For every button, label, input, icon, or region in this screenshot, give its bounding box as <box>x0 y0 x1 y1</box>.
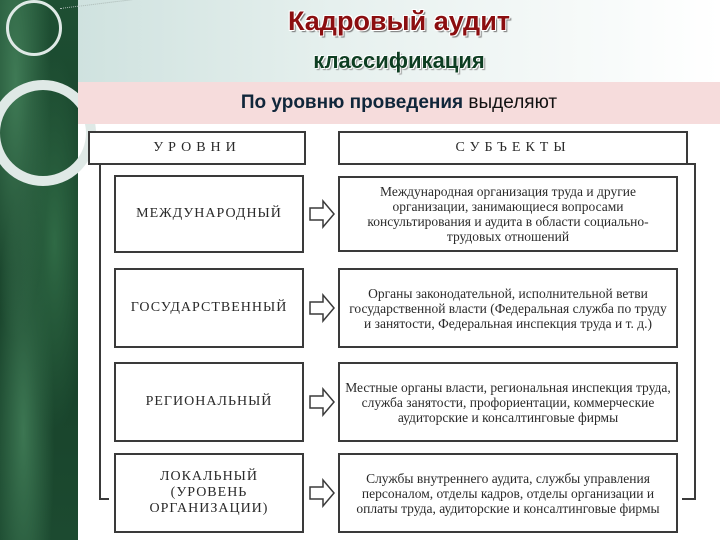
lead-text <box>78 92 720 114</box>
lead-rest: выделяют <box>463 92 558 113</box>
lead-bold: По уровню проведения <box>240 92 464 113</box>
level-box-local: ЛОКАЛЬНЫЙ (УРОВЕНЬ ОРГАНИЗАЦИИ) <box>114 453 304 533</box>
subjects-box-state: Органы законодательной, исполнительной ветви государственной власти (Федеральная служба по труду и занятости, Федеральная инспекция труда и т. д.) <box>338 268 678 348</box>
arrow-right-icon <box>309 199 335 229</box>
arrow-right-icon <box>309 293 335 323</box>
slide-title: Кадровый аудит <box>287 6 511 36</box>
slide-subtitle: классификация <box>313 48 485 73</box>
level-box-international: МЕЖДУНАРОДНЫЙ <box>114 175 304 253</box>
subjects-box-international: Международная организация труда и другие организации, занимающиеся вопросами консультирования и аудита в области социально-трудовых отношений <box>338 176 678 252</box>
left-bracket <box>99 163 109 500</box>
decor-ring-small <box>6 0 62 56</box>
subjects-box-local: Службы внутреннего аудита, службы управления персоналом, отделы кадров, отделы организации и оплаты труда, аудиторские и консалтинговые фирмы <box>338 453 678 533</box>
right-bracket <box>682 163 696 500</box>
header-levels: УРОВНИ <box>88 131 306 165</box>
arrow-right-icon <box>309 387 335 417</box>
level-box-regional: РЕГИОНАЛЬНЫЙ <box>114 362 304 442</box>
subjects-box-regional: Местные органы власти, региональная инспекция труда, служба занятости, профориентации, коммерческие аудиторские и консалтинговые фирмы <box>338 362 678 442</box>
level-box-state: ГОСУДАРСТВЕННЫЙ <box>114 268 304 348</box>
header-subjects: СУБЪЕКТЫ <box>338 131 688 165</box>
arrow-right-icon <box>309 478 335 508</box>
